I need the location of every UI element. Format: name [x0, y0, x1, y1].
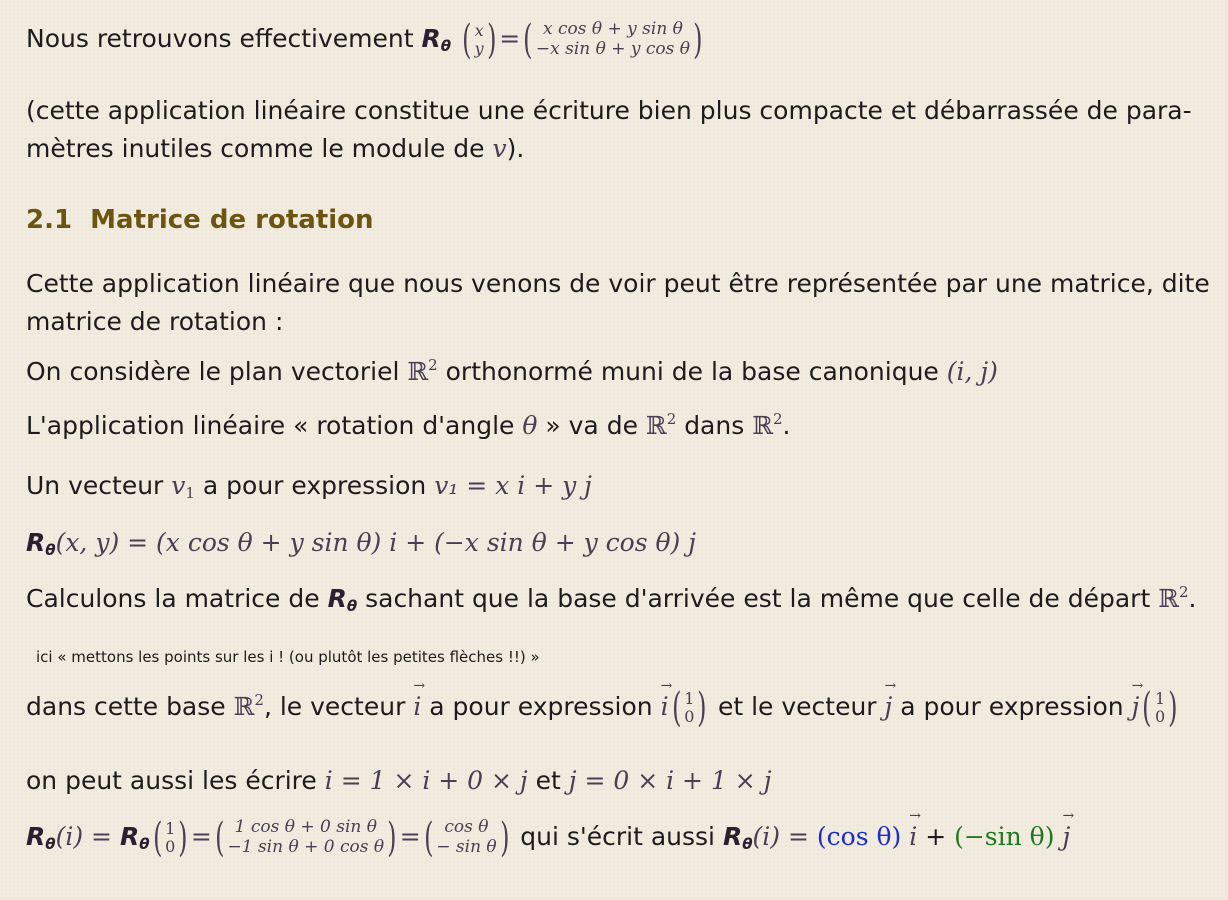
section-heading — [26, 204, 374, 238]
equals-sign: = — [499, 24, 521, 53]
line-write: on peut aussi les écrire i = 1 × i + 0 × j et j = 0 × i + 1 × j — [26, 766, 772, 795]
note: ici « mettons les points sur les i ! (ou plutôt les petites flèches !!) » — [36, 648, 540, 666]
input-vector: x y — [474, 20, 484, 58]
intro-text: Nous retrouvons effectivement — [26, 24, 414, 53]
line-application: L'application linéaire « rotation d'angle θ » va de ℝ$^2$ dans ℝ$^2$. — [26, 410, 791, 440]
line-base-vectors: dans cette base ℝ$^2$, le vecteur → i a pour expression → i( 1 0 ) et le vecteur → j a pour expression → j( 1 0 ) — [26, 688, 1181, 728]
section-number: 2.1 — [26, 205, 73, 235]
section-title: Matrice de rotation — [90, 205, 374, 235]
paragraph-line-2: mètres inutiles comme le module de v). — [26, 134, 525, 163]
output-vector: x cos θ + y sin θ −x sin θ + y cos θ — [535, 19, 691, 59]
paren-right: ) — [486, 17, 497, 63]
paragraph-compact — [26, 92, 1192, 168]
line-rotation-result — [26, 17, 706, 63]
paragraph-matrix — [26, 265, 1210, 341]
paren-left: ( — [462, 17, 472, 63]
line-rotation-expression: $R_\theta(x$, y) = (x cos θ + y sin θ) i + (−x sin θ + y cos θ) j — [26, 528, 697, 559]
paren-right: ) — [693, 17, 703, 63]
line-calculate: Calculons la matrice de $R_\theta$ sachant que la base d'arrivée est la même que celle de départ ℝ$^2$. — [26, 583, 1197, 615]
paren-left: ( — [523, 17, 533, 63]
line-final: $R_\theta(i) = R_\theta$( 1 0 ) =( 1 cos θ + 0 sin θ −1 sin θ + 0 cos θ ) =( cos θ − sin θ ) qui s'écrit aussi $R_\theta(i) = (\cos$ θ) → i + (−sin θ) → j — [26, 818, 1070, 858]
paragraph-line-1: Cette application linéaire que nous venons de voir peut être représentée par une matrice, dite — [26, 269, 1210, 298]
paragraph-line-1: (cette application linéaire constitue une écriture bien plus compacte et débarrassée de para- — [26, 96, 1192, 125]
paragraph-line-2: matrice de rotation : — [26, 307, 284, 336]
rotation-symbol: $R_\theta$ — [421, 24, 452, 55]
line-vector: Un vecteur $v_1$ a pour expression v₁ = x i + y j — [26, 471, 592, 502]
line-plan: On considère le plan vectoriel ℝ$^2$ orthonormé muni de la base canonique (i, j) — [26, 356, 998, 386]
